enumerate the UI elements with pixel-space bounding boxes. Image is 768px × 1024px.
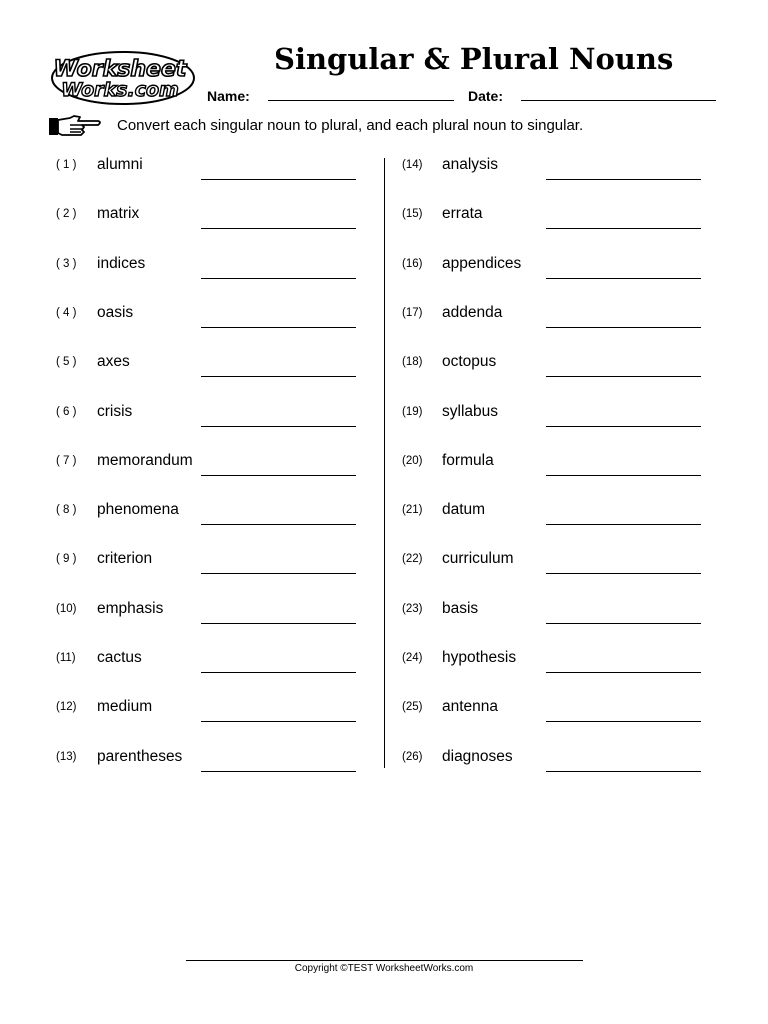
answer-field[interactable] — [546, 327, 701, 328]
problem-word: formula — [442, 451, 494, 469]
problem-word: memorandum — [97, 451, 193, 469]
footer-divider — [186, 960, 583, 961]
problem-number: ( 4 ) — [56, 306, 77, 319]
name-label: Name: — [207, 88, 250, 104]
problem-word: emphasis — [97, 599, 164, 617]
problem-number: (15) — [402, 208, 423, 221]
problem-number: (14) — [402, 159, 423, 171]
problem-word: phenomena — [97, 501, 179, 519]
name-field[interactable] — [268, 100, 454, 101]
problem-word: matrix — [97, 205, 140, 223]
problem-word: parentheses — [97, 747, 183, 765]
date-label: Date: — [468, 88, 504, 104]
problem-word: hypothesis — [442, 649, 517, 666]
problem-number: ( 1 ) — [56, 159, 77, 171]
problem-word: appendices — [442, 254, 522, 272]
problem-number: (12) — [56, 701, 77, 714]
answer-field[interactable] — [546, 721, 701, 722]
answer-field[interactable] — [546, 771, 701, 772]
problem-number: (25) — [402, 701, 423, 714]
copyright-footer: Copyright ©TEST WorksheetWorks.com — [294, 963, 474, 974]
problem-number: (23) — [402, 602, 423, 615]
problem-number: ( 2 ) — [56, 208, 77, 221]
answer-field[interactable] — [546, 524, 701, 525]
problem-word: curriculum — [442, 550, 514, 568]
answer-field[interactable] — [546, 623, 701, 624]
answer-field[interactable] — [546, 475, 701, 476]
problem-word: basis — [442, 599, 479, 617]
problem-number: (26) — [402, 750, 423, 763]
problem-number: (19) — [402, 405, 423, 418]
problem-word: antenna — [442, 698, 499, 716]
problem-number: ( 5 ) — [56, 356, 77, 369]
problem-word: crisis — [97, 402, 133, 420]
problem-word: axes — [97, 353, 130, 371]
answer-field[interactable] — [546, 179, 701, 180]
problem-word: analysis — [442, 156, 498, 173]
problem-word: errata — [442, 205, 483, 223]
column-divider — [384, 158, 385, 768]
answer-field[interactable] — [546, 278, 701, 279]
problem-number: (16) — [402, 257, 423, 270]
pointing-hand-icon — [48, 114, 104, 140]
problem-number: (17) — [402, 306, 423, 319]
date-field[interactable] — [521, 100, 716, 101]
problem-word: syllabus — [442, 402, 498, 420]
problem-number: ( 6 ) — [56, 405, 77, 418]
problem-word: criterion — [97, 550, 153, 568]
problem-number: ( 8 ) — [56, 504, 77, 517]
problem-word: indices — [97, 254, 146, 272]
worksheetworks-logo — [50, 50, 196, 106]
problem-number: ( 3 ) — [56, 257, 77, 270]
problem-word: octopus — [442, 353, 497, 371]
problem-number: ( 7 ) — [56, 454, 77, 467]
problem-number: ( 9 ) — [56, 553, 77, 566]
problem-word: medium — [97, 698, 153, 716]
problem-word: cactus — [97, 649, 142, 666]
problem-number: (18) — [402, 356, 423, 369]
problem-number: (20) — [402, 454, 423, 467]
problem-number: (13) — [56, 750, 77, 763]
problem-word: alumni — [97, 156, 143, 173]
problem-number: (21) — [402, 504, 423, 517]
problem-number: (11) — [56, 652, 76, 664]
answer-field[interactable] — [546, 376, 701, 377]
answer-field[interactable] — [546, 426, 701, 427]
problem-word: diagnoses — [442, 747, 513, 765]
logo-line2: Works.com — [61, 79, 179, 101]
answer-field[interactable] — [546, 672, 701, 673]
problem-number: (24) — [402, 652, 423, 664]
page-title: Singular & Plural Nouns — [274, 42, 674, 76]
answer-field[interactable] — [546, 573, 701, 574]
problem-number: (10) — [56, 602, 77, 615]
problem-number: (22) — [402, 553, 423, 566]
problem-word: datum — [442, 501, 486, 519]
answer-field[interactable] — [546, 228, 701, 229]
instructions: Convert each singular noun to plural, and each plural noun to singular. — [117, 117, 584, 134]
logo-line1: Worksheet — [53, 57, 187, 82]
problem-word: oasis — [97, 303, 134, 321]
problem-word: addenda — [442, 303, 503, 321]
